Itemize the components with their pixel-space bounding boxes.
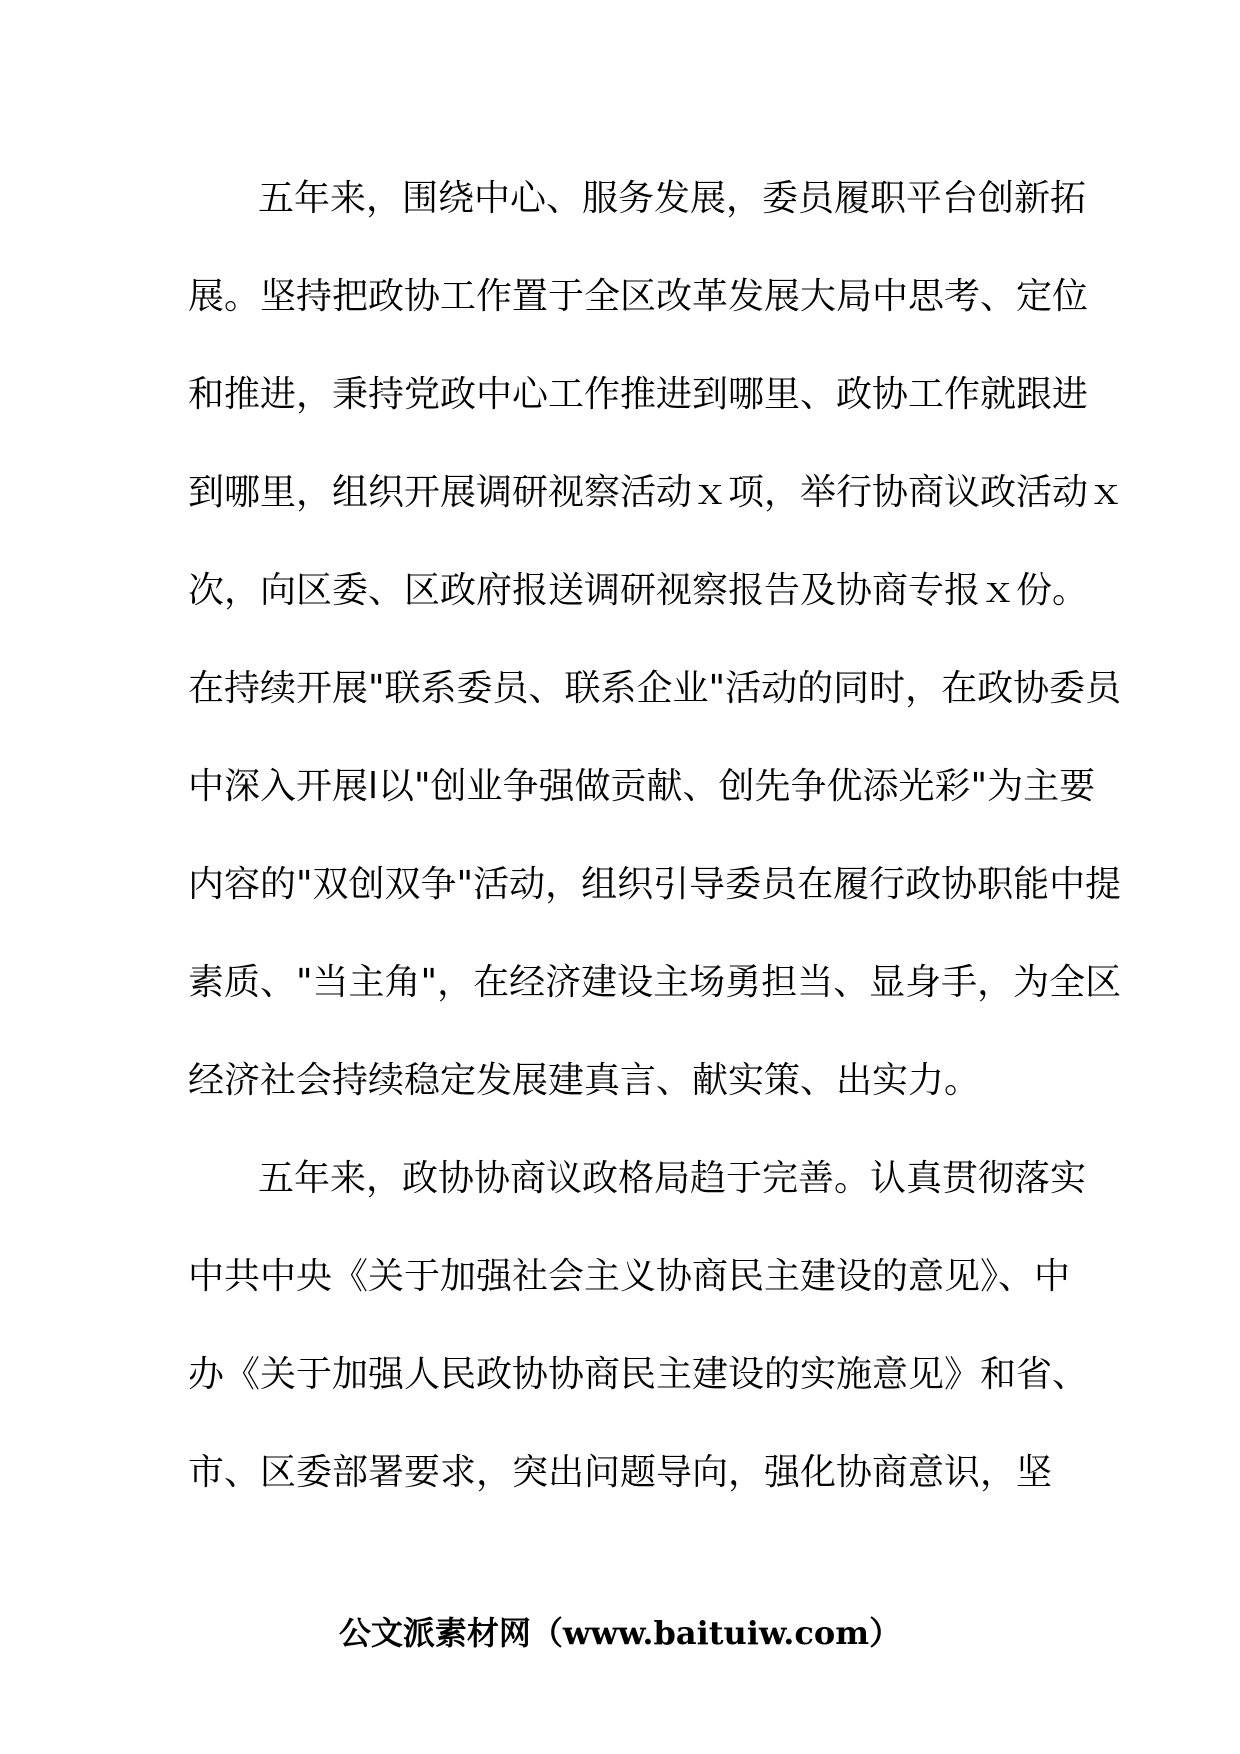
text-line: 办《关于加强人民政协协商民主建设的实施意见》和省、 xyxy=(188,1354,1089,1395)
text-line: 五年来，围绕中心、服务发展，委员履职平台创新拓 xyxy=(258,178,1087,219)
text-line: 在持续开展"联系委员、联系企业"活动的同时，在政协委员 xyxy=(188,668,1122,709)
paragraph xyxy=(188,150,1125,1130)
text-line: 到哪里，组织开展调研视察活动ｘ项，举行协商议政活动ｘ xyxy=(188,472,1125,513)
text-line: 次，向区委、区政府报送调研视察报告及协商专报ｘ份。 xyxy=(188,570,1089,611)
text-line: 经济社会持续稳定发展建真言、献实策、出实力。 xyxy=(188,1060,981,1101)
text-line: 素质、"当主角"，在经济建设主场勇担当、显身手，为全区 xyxy=(188,962,1122,1003)
text-line: 和推进，秉持党政中心工作推进到哪里、政协工作就跟进 xyxy=(188,374,1089,415)
text-line: 内容的"双创双争"活动，组织引导委员在履行政协职能中提 xyxy=(188,864,1122,905)
text-line: 中深入开展l以"创业争强做贡献、创先争优添光彩"为主要 xyxy=(188,766,1096,807)
text-line: 五年来，政协协商议政格局趋于完善。认真贯彻落实 xyxy=(258,1158,1087,1199)
text-line: 展。坚持把政协工作置于全区改革发展大局中思考、定位 xyxy=(188,276,1089,317)
text-line: 中共中央《关于加强社会主义协商民主建设的意见》、中 xyxy=(188,1256,1071,1297)
page-footer: 公文派素材网（www.baituiw.com） xyxy=(338,1614,902,1652)
document-body xyxy=(188,150,1125,1522)
paragraph xyxy=(188,1130,1089,1522)
text-line: 市、区委部署要求，突出问题导向，强化协商意识，坚 xyxy=(188,1452,1053,1493)
